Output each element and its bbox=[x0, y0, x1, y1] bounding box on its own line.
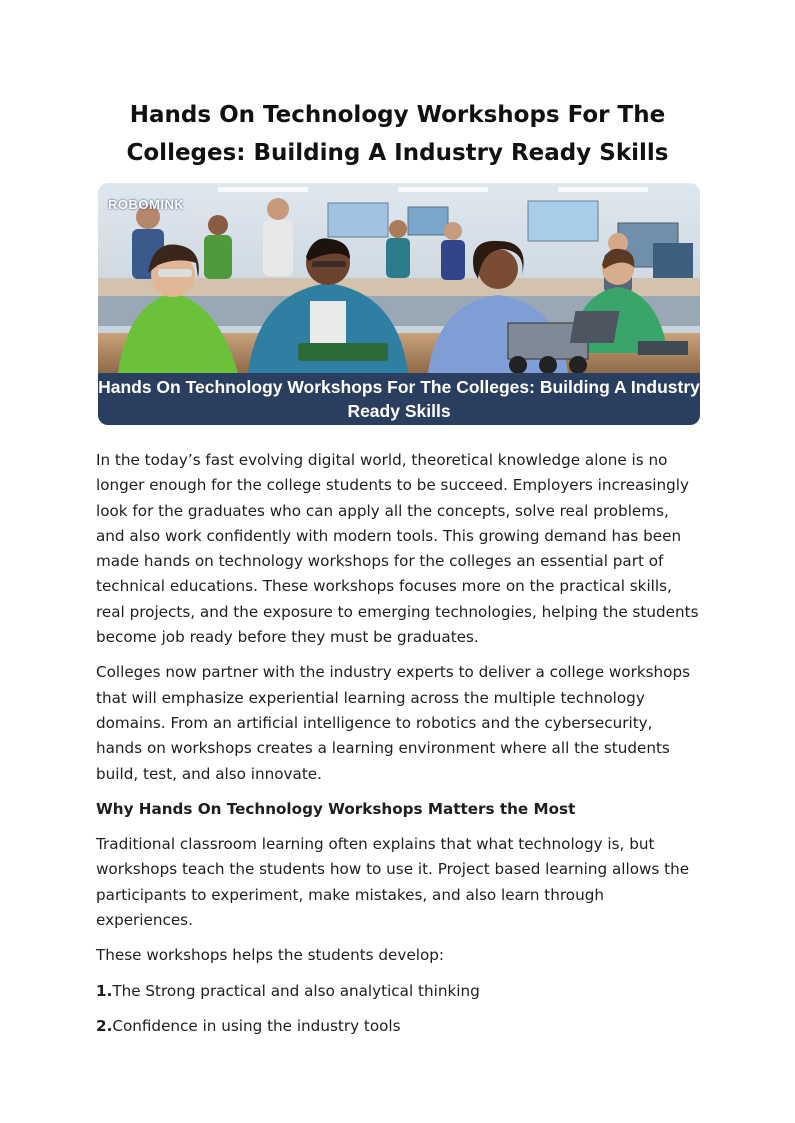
list-item bbox=[96, 1014, 699, 1039]
page-title: Hands On Technology Workshops For The Colleges: Building A Industry Ready Skills bbox=[126, 102, 669, 166]
list-item bbox=[96, 979, 699, 1004]
intro-paragraph: In the today’s fast evolving digital world, theoretical knowledge alone is no longer enough for the college students to be succeed. Employers increasingly look for the graduates who can apply all the concepts, solve real problems, and also work confidently with modern tools. This growing demand has been made hands on technology workshops for the colleges an essential part of technical educations. These workshops focuses more on the practical skills, real projects, and the exposure to emerging technologies, helping the students become job ready before they must be graduates. bbox=[96, 451, 699, 647]
section-heading: Why Hands On Technology Workshops Matters the Most bbox=[96, 799, 576, 818]
classroom-paragraph: Traditional classroom learning often explains that what technology is, but workshops teach the students how to use it. Project based learning allows the participants to experiment, make mistakes, and also learn through experiences. bbox=[96, 835, 690, 930]
list-number: 2. bbox=[96, 1016, 113, 1035]
list-text: The Strong practical and also analytical thinking bbox=[112, 981, 480, 1000]
develop-intro: These workshops helps the students develop: bbox=[96, 946, 444, 965]
article-body bbox=[96, 448, 699, 1049]
robomink-logo: ROBOMINK bbox=[108, 197, 185, 212]
list-number: 1. bbox=[96, 981, 113, 1000]
list-text: Confidence in using the industry tools bbox=[112, 1016, 401, 1035]
hero-caption: Hands On Technology Workshops For The Colleges: Building A Industry Ready Skills bbox=[98, 373, 700, 425]
partner-paragraph: Colleges now partner with the industry experts to deliver a college workshops that will emphasize experiential learning across the multiple technology domains. From an artificial intelligence to robotics and the cybersecurity, hands on workshops creates a learning environment where all the students build, test, and also innovate. bbox=[96, 663, 690, 783]
hero-image bbox=[98, 183, 700, 425]
